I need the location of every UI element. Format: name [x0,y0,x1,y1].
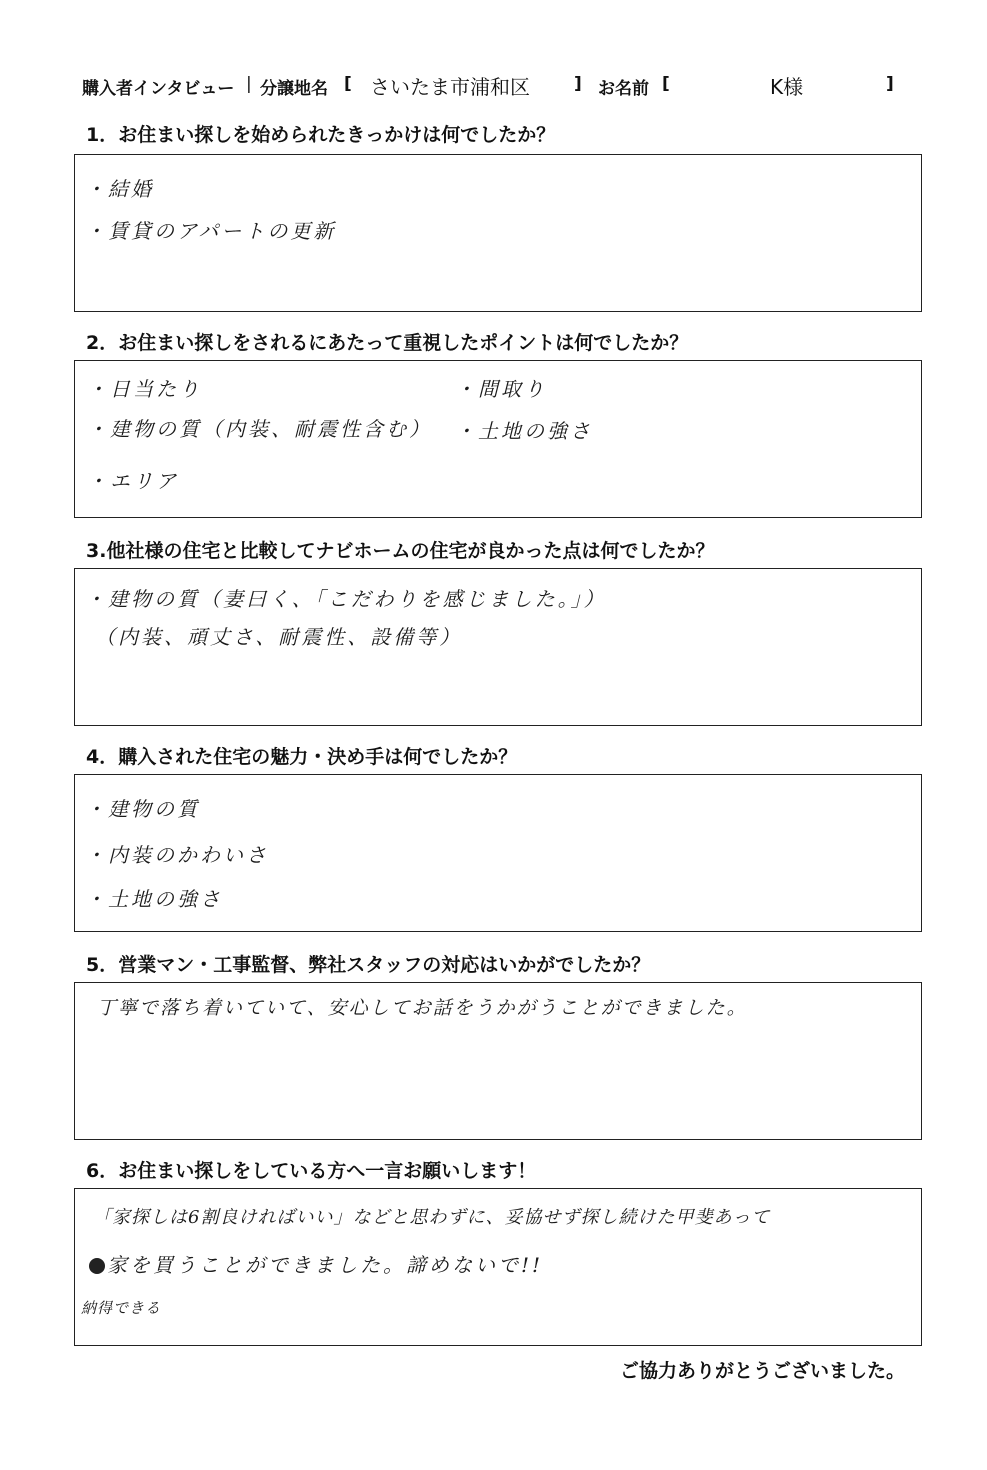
header-separator: | [246,74,252,94]
answer-3-1: ・建物の質（妻曰く、「こだわりを感じました。」） [85,587,607,611]
answer-6-2: 家を買うことができました。諦めないで!! [89,1249,543,1278]
area-label: 分譲地名 [260,79,328,99]
name-label: お名前 [598,79,649,99]
question-2: 2．お住まい探しをされるにあたって重視したポイントは何でしたか？ [86,332,689,354]
answer-2-1: ・日当たり [87,377,202,401]
document-header [82,74,902,102]
answer-2-3: ・エリア [87,469,179,493]
answer-2-5: ・土地の強さ [455,419,593,443]
answer-box-4 [74,774,922,932]
answer-box-6 [74,1188,922,1346]
answer-box-1 [74,154,922,312]
scribble-blot [89,1258,105,1274]
answer-1-2: ・賃貸のアパートの更新 [85,219,337,243]
question-1: 1．お住まい探しを始められたきっかけは何でしたか？ [86,124,556,146]
name-value: K様 [770,75,804,99]
answer-6-1: 「家探しは6割良ければいい」などと思わずに、妥協せず探し続けた甲斐あって [93,1207,771,1228]
question-3: 3.他社様の住宅と比較してナビホームの住宅が良かった点は何でしたか？ [86,540,715,562]
answer-2-2: ・建物の質（内装、耐震性含む） [87,417,432,441]
answer-5-1: 丁寧で落ち着いていて、安心してお話をうかがうことができました。 [97,997,748,1019]
answer-3-2: （内装、頑丈さ、耐震性、設備等） [95,625,463,649]
answer-4-3: ・土地の強さ [85,887,223,911]
header-title: 購入者インタビュー [82,79,235,99]
question-6: 6．お住まい探しをしている方へ一言お願いします！ [86,1160,537,1182]
name-bracket-open: [ [662,74,670,94]
answer-box-2 [74,360,922,518]
answer-box-3 [74,568,922,726]
question-4: 4．購入された住宅の魅力・決め手は何でしたか？ [86,746,518,768]
question-5: 5．営業マン・工事監督、弊社スタッフの対応はいかがでしたか？ [86,954,651,976]
answer-6-note: 納得できる [81,1299,162,1317]
name-bracket-close: ] [886,74,894,94]
answer-box-5 [74,982,922,1140]
area-bracket-open: [ [344,74,352,94]
area-value: さいたま市浦和区 [370,75,530,99]
answer-4-2: ・内装のかわいさ [85,843,269,867]
area-bracket-close: ] [574,74,582,94]
answer-2-4: ・間取り [455,377,547,401]
answer-4-1: ・建物の質 [85,797,200,821]
thanks-message: ご協力ありがとうございました。 [619,1360,905,1382]
answer-1-1: ・結婚 [85,177,154,201]
